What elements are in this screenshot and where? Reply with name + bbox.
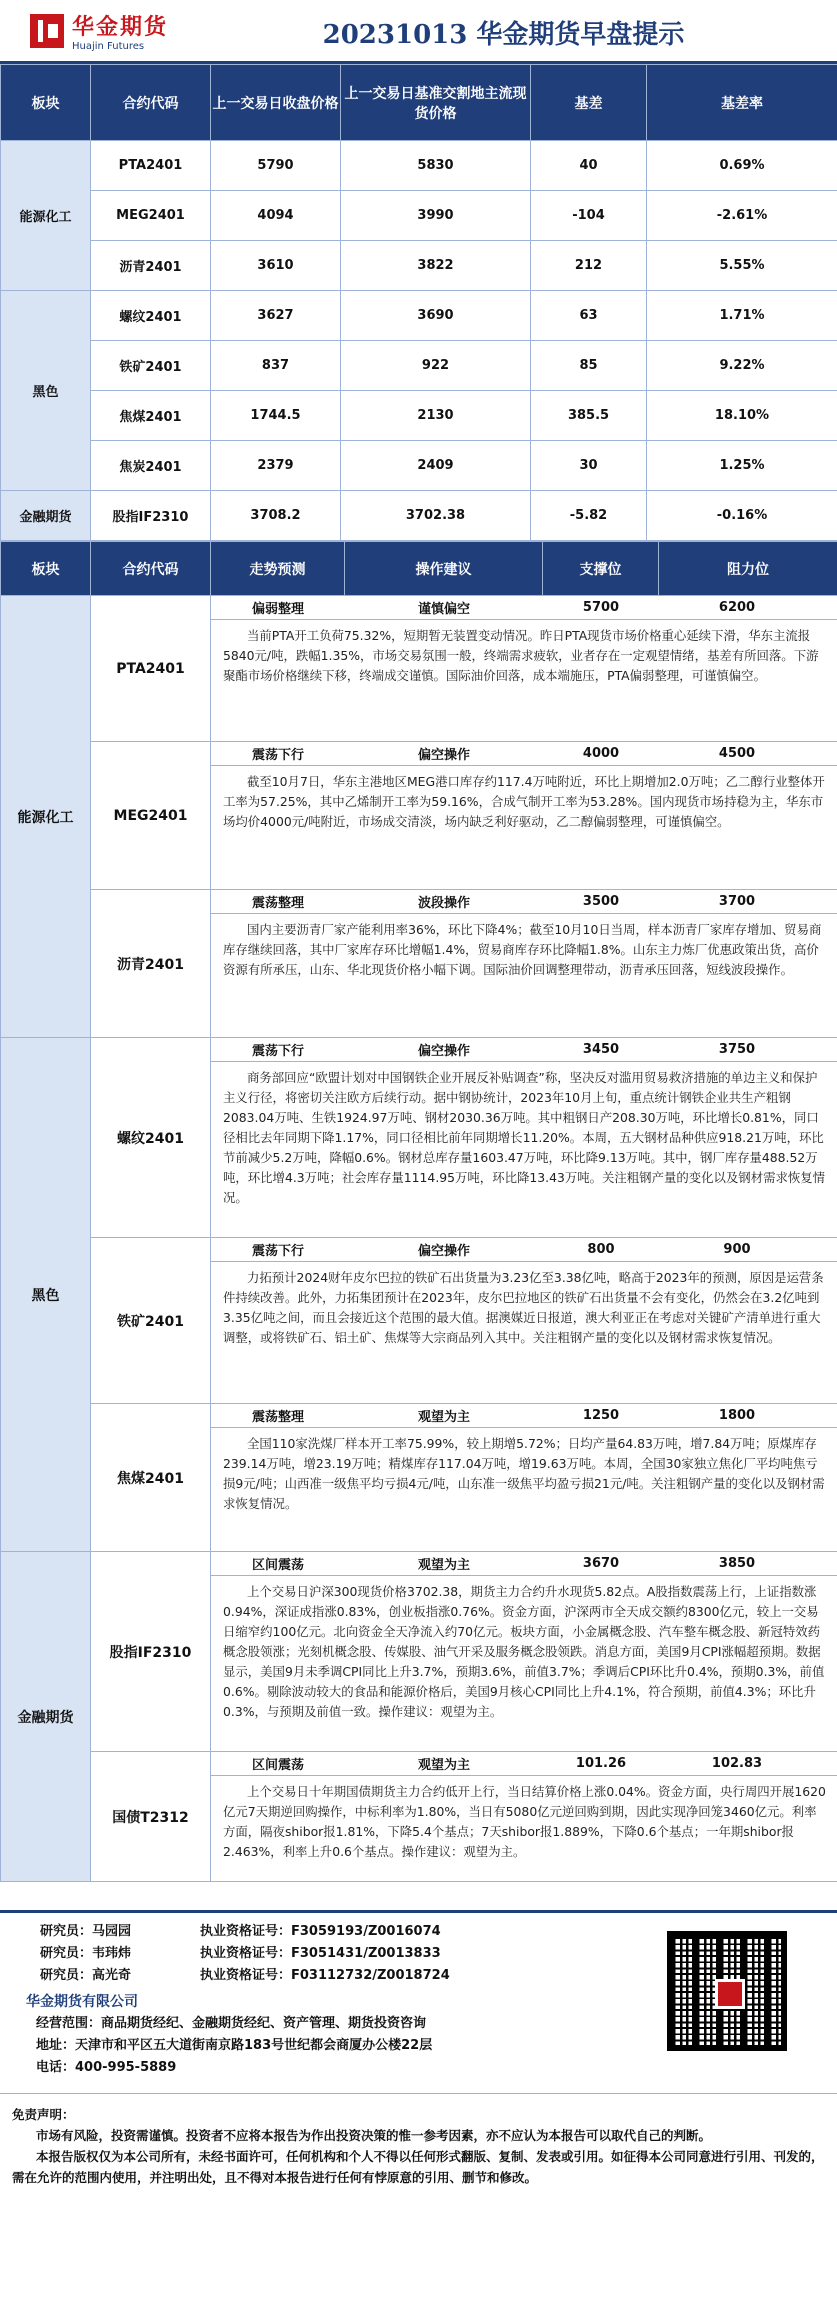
code-cell: 铁矿2401: [91, 341, 211, 391]
rate-cell: 1.25%: [647, 441, 837, 491]
col-sector: 板块: [1, 542, 91, 596]
spot-cell: 3690: [341, 291, 531, 341]
col-advice: 操作建议: [345, 542, 543, 596]
forecast-row: [211, 1238, 837, 1262]
resistance-value: 102.83: [711, 1756, 763, 1771]
col-support: 支撑位: [543, 542, 659, 596]
code-cell: 股指IF2310: [91, 1552, 211, 1752]
trend-value: 区间震荡: [251, 1758, 304, 1773]
analyst-cert: 执业资格证号：F3051431/Z0013833: [200, 1946, 441, 1961]
spot-cell: 3702.38: [341, 491, 531, 541]
basis-cell: 30: [531, 441, 647, 491]
resistance-value: 3700: [718, 894, 756, 909]
forecast-row: [211, 1404, 837, 1428]
analysis-text: 力拓预计2024财年皮尔巴拉的铁矿石出货量为3.23亿至3.38亿吨，略高于2023年的预测，原因是运营条件持续改善。此外，力拓集团预计在2023年，皮尔巴拉地区的铁矿石出货量不会有变化，仍然会在3.2亿吨到3.35亿吨之间，而且会接近这个范围的最大值。据澳媒近日报道，澳大利亚正在考虑对关键矿产清单进行重大调整，或将铁矿石、铝土矿、焦煤等大宗商品列入其中。关注粗钢产量的变化以及钢材需求恢复情况。: [223, 1270, 824, 1345]
rate-cell: 0.69%: [647, 141, 837, 191]
basis-cell: -104: [531, 191, 647, 241]
basis-cell: 385.5: [531, 391, 647, 441]
analyst-name: 研究员：马园园: [40, 1924, 132, 1939]
advice-value: 观望为主: [417, 1558, 470, 1573]
support-value: 101.26: [575, 1756, 627, 1771]
code-cell: 焦煤2401: [91, 1404, 211, 1552]
resistance-value: 3750: [718, 1042, 756, 1057]
code-cell: 股指IF2310: [91, 491, 211, 541]
col-code: 合约代码: [91, 542, 211, 596]
col-trend: 走势预测: [211, 542, 345, 596]
advice-value: 偏空操作: [417, 1244, 470, 1259]
analysis-cell: [211, 890, 837, 1038]
forecast-row: [211, 1552, 837, 1576]
code-cell: PTA2401: [91, 141, 211, 191]
table-row: [1, 391, 837, 441]
analyst-name: 研究员：韦玮炜: [40, 1946, 132, 1961]
analysis-text: 上个交易日十年期国债期货主力合约低开上行，当日结算价格上涨0.04%。资金方面，央行周四开展1620亿元7天期逆回购操作，中标利率为1.80%，当日有5080亿元逆回购到期，因此实现净回笼3460亿元。利率方面，隔夜shibor报1.81%，下降5.4个基点；7天shibor报1.889%，下降0.6个基点；一年期shibor报2.463%，利率上升0.6个基点。操作建议：观望为主。: [223, 1784, 826, 1859]
spot-cell: 3990: [341, 191, 531, 241]
analysis-cell: [211, 1404, 837, 1552]
col-code: 合约代码: [91, 65, 211, 141]
sector-cell: 金融期货: [1, 1552, 91, 1882]
disclaimer: [0, 2093, 837, 2188]
analysis-text: 国内主要沥青厂家产能利用率36%，环比下降4%；截至10月10日当周，样本沥青厂家库存增加、贸易商库存继续回落，其中厂家库存环比增幅1.4%，贸易商库存环比降幅1.8%。山东主力炼厂优惠政策出货，高价资源有所承压，山东、华北现货价格小幅下调。国际油价回调整理带动，沥青承压回落，短线波段操作。: [223, 922, 822, 977]
resistance-value: 6200: [718, 600, 756, 615]
company-name: 华金期货有限公司: [26, 1994, 138, 2010]
report-footer: [0, 1910, 837, 2185]
close-cell: 1744.5: [211, 391, 341, 441]
close-cell: 3610: [211, 241, 341, 291]
table-row: [1, 491, 837, 541]
resistance-value: 3850: [718, 1556, 756, 1571]
trend-value: 偏弱整理: [251, 602, 304, 617]
table-row: [1, 742, 837, 890]
table-row: [1, 596, 837, 742]
analysis-text: 商务部回应“欧盟计划对中国钢铁企业开展反补贴调查”称，坚决反对滥用贸易救济措施的单边主义和保护主义行径，将密切关注欧方后续行动。据中钢协统计，2023年10月上旬，重点统计钢铁企业共生产粗钢2083.04万吨、生铁1924.97万吨、钢材2030.36万吨。其中粗钢日产208.30万吨，环比增长0.81%，同口径相比去年同期下降1.17%，同口径相比前年同期增长11.20%。本周，五大钢材品种供应918.21万吨，环比节前减少5.2万吨，降幅0.6%。钢材总库存量1603.47万吨，环比降9.13万吨。其中，钢厂库存量488.52万吨，环比增4.3万吨；社会库存量1114.95万吨，环比降13.43万吨。关注粗钢产量的变化以及钢材需求恢复情况。: [223, 1070, 826, 1205]
basis-cell: 212: [531, 241, 647, 291]
table-row: [1, 1038, 837, 1238]
trend-value: 震荡下行: [251, 748, 304, 763]
code-cell: PTA2401: [91, 596, 211, 742]
close-cell: 3708.2: [211, 491, 341, 541]
resistance-value: 900: [723, 1242, 751, 1257]
basis-table: [0, 64, 837, 541]
code-cell: 国债T2312: [91, 1752, 211, 1882]
advice-value: 偏空操作: [417, 748, 470, 763]
basis-cell: 63: [531, 291, 647, 341]
trend-value: 震荡下行: [251, 1244, 304, 1259]
code-cell: 沥青2401: [91, 241, 211, 291]
col-spot: 上一交易日基准交割地主流现货价格: [341, 65, 531, 141]
col-basis: 基差: [531, 65, 647, 141]
close-cell: 2379: [211, 441, 341, 491]
code-cell: 焦炭2401: [91, 441, 211, 491]
analysis-cell: [211, 742, 837, 890]
trend-value: 震荡整理: [251, 1410, 304, 1425]
table-row: [1, 141, 837, 191]
trend-value: 区间震荡: [251, 1558, 304, 1573]
support-value: 3670: [582, 1556, 620, 1571]
forecast-row: [211, 1038, 837, 1062]
forecast-row: [211, 742, 837, 766]
close-cell: 837: [211, 341, 341, 391]
spot-cell: 5830: [341, 141, 531, 191]
sector-cell: 黑色: [1, 1038, 91, 1552]
basis-cell: -5.82: [531, 491, 647, 541]
col-close: 上一交易日收盘价格: [211, 65, 341, 141]
code-cell: 焦煤2401: [91, 391, 211, 441]
strategy-table-header: [1, 542, 837, 596]
analysis-text: 上个交易日沪深300现货价格3702.38，期货主力合约升水现货5.82点。A股指数震荡上行，上证指数涨0.94%，深证成指涨0.83%，创业板指涨0.76%。资金方面，沪深两市全天成交额约8300亿元，较上一交易日缩窄约100亿元。北向资金全天净流入约70亿元。板块方面，小金属概念股、汽车整车概念股、新冠特效药概念股领涨；光刻机概念股、传媒股、油气开采及服务概念股领跌。消息方面，美国9月CPI涨幅超预期。数据显示，美国9月未季调CPI同比上升3.7%，预期3.6%，前值3.7%；季调后CPI环比升0.4%，预期0.3%，前值0.6%。剔除波动较大的食品和能源价格后，美国9月核心CPI同比上升4.1%，符合预期，前值4.3%；环比升0.3%，与预期及前值一致。操作建议：观望为主。: [223, 1584, 825, 1719]
rate-cell: 18.10%: [647, 391, 837, 441]
code-cell: MEG2401: [91, 191, 211, 241]
advice-value: 谨慎偏空: [417, 602, 470, 617]
analysis-text: 当前PTA开工负荷75.32%，短期暂无装置变动情况。昨日PTA现货市场价格重心延续下滑，华东主流报5840元/吨，跌幅1.35%，市场交易氛围一般，终端需求疲软，业者存在一定观望情绪，基差有所回落。下游聚酯市场价格继续下移，终端成交谨慎。国际油价回落，成本端施压，PTA偏弱整理，可谨慎偏空。: [223, 628, 819, 683]
logo-chinese: 华金期货: [72, 14, 169, 40]
support-value: 3450: [582, 1042, 620, 1057]
rate-cell: 9.22%: [647, 341, 837, 391]
analysis-cell: [211, 1552, 837, 1752]
disclaimer-paragraph: 市场有风险，投资需谨慎。投资者不应将本报告为作出投资决策的惟一参考因素，亦不应认为本报告可以取代自己的判断。: [36, 2128, 712, 2143]
sector-cell: 能源化工: [1, 141, 91, 291]
code-cell: MEG2401: [91, 742, 211, 890]
col-resistance: 阻力位: [659, 542, 837, 596]
analyst-cert: 执业资格证号：F3059193/Z0016074: [200, 1924, 441, 1939]
spot-cell: 2409: [341, 441, 531, 491]
table-row: [1, 890, 837, 1038]
advice-value: 观望为主: [417, 1758, 470, 1773]
support-value: 1250: [582, 1408, 620, 1423]
basis-table-header: [1, 65, 837, 141]
strategy-table: [0, 541, 837, 1882]
rate-cell: -2.61%: [647, 191, 837, 241]
sector-cell: 金融期货: [1, 491, 91, 541]
code-cell: 螺纹2401: [91, 1038, 211, 1238]
company-phone: 电话：400-995-5889: [36, 2060, 177, 2075]
table-row: [1, 441, 837, 491]
business-scope: 经营范围：商品期货经纪、金融期货经纪、资产管理、期货投资咨询: [36, 2016, 427, 2031]
disclaimer-paragraph: 本报告版权仅为本公司所有，未经书面许可，任何机构和个人不得以任何形式翻版、复制、发表或引用。如征得本公司同意进行引用、刊发的，需在允许的范围内使用，并注明出处，且不得对本报告进行任何有悖原意的引用、删节和修改。: [12, 2149, 824, 2185]
support-value: 5700: [582, 600, 620, 615]
spot-cell: 922: [341, 341, 531, 391]
analysis-cell: [211, 596, 837, 742]
analysis-text: 全国110家洗煤厂样本开工率75.99%，较上期增5.72%；日均产量64.83万吨，增7.84万吨；原煤库存239.14万吨，增23.19万吨；精煤库存117.04万吨，增19.63万吨。本周，全国30家独立焦化厂平均吨焦亏损9元/吨；山西准一级焦平均亏损4元/吨，山东准一级焦平均盈亏损21元/吨。关注粗钢产量的变化以及钢材需求恢复情况。: [223, 1436, 825, 1511]
code-cell: 铁矿2401: [91, 1238, 211, 1404]
table-row: [1, 341, 837, 391]
analysis-cell: [211, 1752, 837, 1882]
table-row: [1, 1238, 837, 1404]
close-cell: 3627: [211, 291, 341, 341]
rate-cell: -0.16%: [647, 491, 837, 541]
code-cell: 沥青2401: [91, 890, 211, 1038]
spot-cell: 3822: [341, 241, 531, 291]
table-row: [1, 241, 837, 291]
forecast-row: [211, 890, 837, 914]
analysis-cell: [211, 1238, 837, 1404]
rate-cell: 1.71%: [647, 291, 837, 341]
company-address: 地址：天津市和平区五大道街南京路183号世纪都会商厦办公楼22层: [36, 2038, 433, 2053]
table-row: [1, 1404, 837, 1552]
table-row: [1, 1752, 837, 1882]
rate-cell: 5.55%: [647, 241, 837, 291]
report-header: [0, 0, 837, 64]
table-row: [1, 291, 837, 341]
forecast-row: [211, 596, 837, 620]
forecast-row: [211, 1752, 837, 1776]
code-cell: 螺纹2401: [91, 291, 211, 341]
advice-value: 波段操作: [417, 896, 470, 911]
support-value: 4000: [582, 746, 620, 761]
analysis-cell: [211, 1038, 837, 1238]
trend-value: 震荡下行: [251, 1044, 304, 1059]
analyst-name: 研究员：高光奇: [40, 1968, 132, 1983]
spot-cell: 2130: [341, 391, 531, 441]
trend-value: 震荡整理: [251, 896, 304, 911]
basis-cell: 40: [531, 141, 647, 191]
qr-code: [667, 1931, 787, 2051]
sector-cell: 黑色: [1, 291, 91, 491]
support-value: 800: [587, 1242, 615, 1257]
close-cell: 5790: [211, 141, 341, 191]
support-value: 3500: [582, 894, 620, 909]
table-row: [1, 1552, 837, 1752]
basis-cell: 85: [531, 341, 647, 391]
sector-cell: 能源化工: [1, 596, 91, 1038]
table-row: [1, 191, 837, 241]
logo-english: Huajin Futures: [72, 40, 145, 52]
resistance-value: 4500: [718, 746, 756, 761]
report-title: 20231013 华金期货早盘提示: [322, 20, 685, 50]
disclaimer-title: 免责声明：: [12, 2107, 75, 2122]
advice-value: 偏空操作: [417, 1044, 470, 1059]
advice-value: 观望为主: [417, 1410, 470, 1425]
close-cell: 4094: [211, 191, 341, 241]
resistance-value: 1800: [718, 1408, 756, 1423]
analysis-text: 截至10月7日，华东主港地区MEG港口库存约117.4万吨附近，环比上期增加2.0万吨；乙二醇行业整体开工率为57.25%，其中乙烯制开工率为59.16%，合成气制开工率为53.28%。国内现货市场持稳为主，华东市场均价4000元/吨附近，市场成交清淡，场内缺乏利好驱动，乙二醇偏弱整理，可谨慎偏空。: [223, 774, 825, 829]
col-basis-rate: 基差率: [647, 65, 837, 141]
col-sector: 板块: [1, 65, 91, 141]
analyst-cert: 执业资格证号：F03112732/Z0018724: [200, 1968, 450, 1983]
